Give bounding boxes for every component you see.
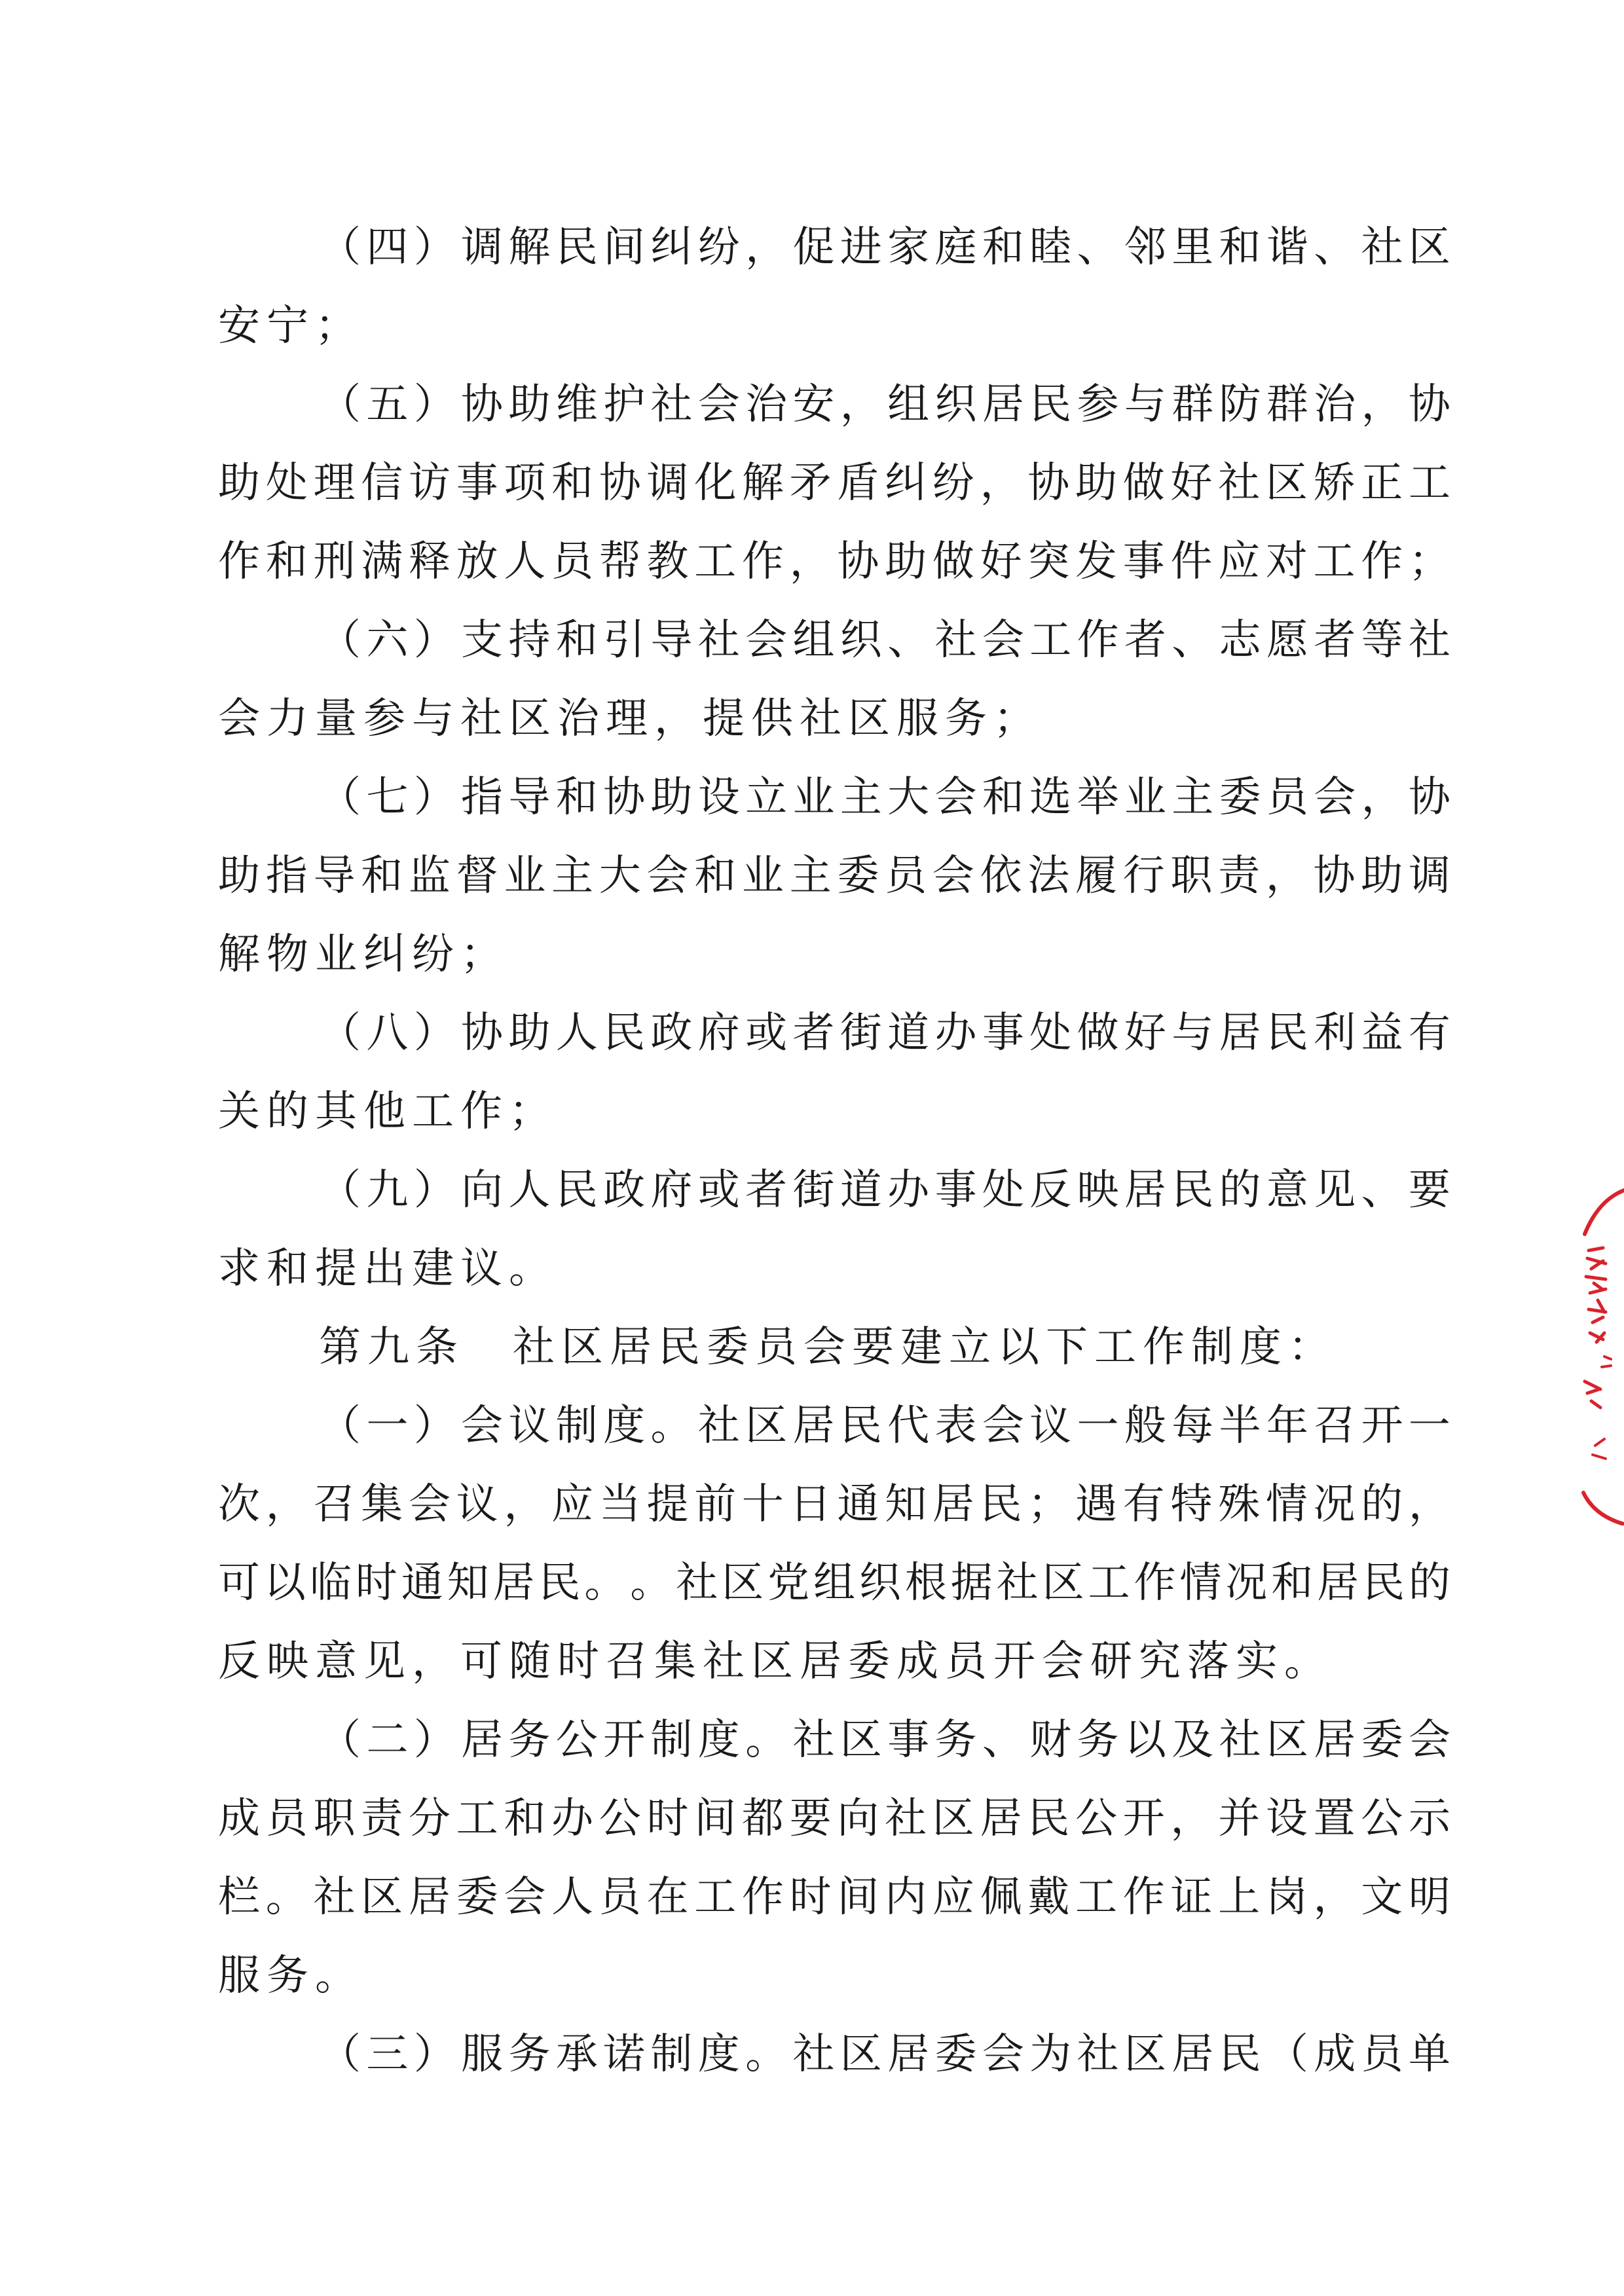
text-line: （ 三 ） 服 务 承 诺 制 度 。 社 区 居 委 会 为 社 区 居 民 （ 成 员 单 xyxy=(319,2030,1450,2079)
text-line: 助 指 导 和 监 督 业 主 大 会 和 业 主 委 员 会 依 法 履 行 职 责 ， 协 助 调 xyxy=(218,852,1450,900)
text-line: 求 和 提 出 建 议 。 xyxy=(218,1245,551,1293)
text-line: （ 一 ） 会 议 制 度 。 社 区 居 民 代 表 会 议 一 般 每 半 年 召 开 一 xyxy=(319,1402,1450,1450)
text-line: 反 映 意 见 ， 可 随 时 召 集 社 区 居 委 成 员 开 会 研 究 落 实 。 xyxy=(218,1637,1326,1686)
text-line: （ 五 ） 协 助 维 护 社 会 治 安 ， 组 织 居 民 参 与 群 防 群 治 ， 协 xyxy=(319,380,1450,429)
text-line: （ 九 ） 向 人 民 政 府 或 者 街 道 办 事 处 反 映 居 民 的 意 见 、 要 xyxy=(319,1166,1450,1214)
text-line: 成 员 职 责 分 工 和 办 公 时 间 都 要 向 社 区 居 民 公 开 ， 并 设 置 公 示 xyxy=(218,1795,1450,1843)
text-line: 会 力 量 参 与 社 区 治 理 ， 提 供 社 区 服 务 ； xyxy=(218,695,1035,743)
text-line: 服 务 。 xyxy=(218,1952,357,2000)
text-line: 栏 。 社 区 居 委 会 人 员 在 工 作 时 间 内 应 佩 戴 工 作 证 上 岗 ， 文 明 xyxy=(218,1873,1450,1922)
text-line: 助 处 理 信 访 事 项 和 协 调 化 解 矛 盾 纠 纷 ， 协 助 做 好 社 区 矫 正 工 xyxy=(218,459,1450,507)
text-line: 第 九 条 社 区 居 民 委 员 会 要 建 立 以 下 工 作 制 度 ： xyxy=(319,1323,1330,1372)
text-line: 作 和 刑 满 释 放 人 员 帮 教 工 作 ， 协 助 做 好 突 发 事 件 应 对 工 作 ； xyxy=(218,538,1450,586)
document-body xyxy=(218,208,1450,2094)
text-line: 可 以 临 时 通 知 居 民 。 。 社 区 党 组 织 根 据 社 区 工 作 情 况 和 居 民 的 xyxy=(218,1559,1450,1607)
text-line: （ 四 ） 调 解 民 间 纠 纷 ， 促 进 家 庭 和 睦 、 邻 里 和 谐 、 社 区 xyxy=(319,223,1450,272)
red-seal-fragment-icon xyxy=(1578,1185,1624,1525)
text-line: 解 物 业 纠 纷 ； xyxy=(218,930,502,979)
text-line: （ 六 ） 支 持 和 引 导 社 会 组 织 、 社 会 工 作 者 、 志 愿 者 等 社 xyxy=(319,616,1450,665)
text-line: （ 二 ） 居 务 公 开 制 度 。 社 区 事 务 、 财 务 以 及 社 区 居 委 会 xyxy=(319,1716,1450,1764)
text-line: 安 宁 ； xyxy=(218,302,357,350)
text-line: 关 的 其 他 工 作 ； xyxy=(218,1087,551,1136)
text-line: 次 ， 召 集 会 议 ， 应 当 提 前 十 日 通 知 居 民 ； 遇 有 特 殊 情 况 的 ， xyxy=(218,1480,1450,1529)
text-line: （ 七 ） 指 导 和 协 助 设 立 业 主 大 会 和 选 举 业 主 委 员 会 ， 协 xyxy=(319,773,1450,822)
text-line: （ 八 ） 协 助 人 民 政 府 或 者 街 道 办 事 处 做 好 与 居 民 利 益 有 xyxy=(319,1009,1450,1057)
